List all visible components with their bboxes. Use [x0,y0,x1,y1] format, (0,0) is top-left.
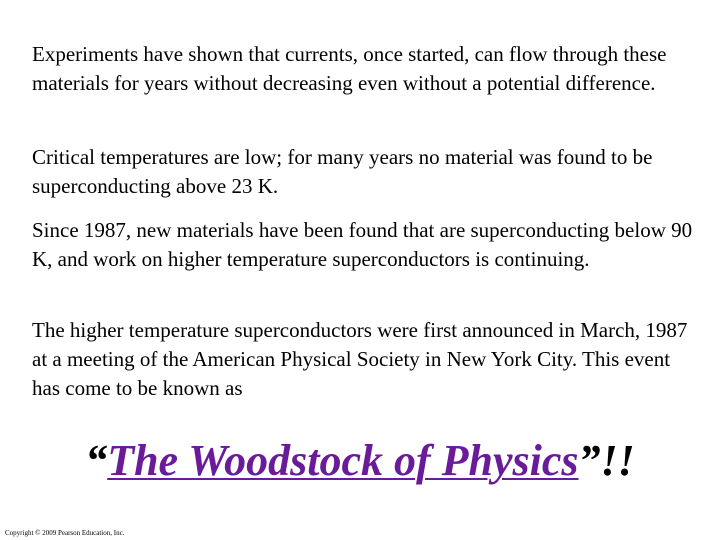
headline-open-quote: “ [85,436,108,485]
headline-closing: ”!! [578,436,635,485]
paragraph-announcement: The higher temperature superconductors were first announced in March, 1987 at a meeting of the American Physical Society in New York City. This event has come to be known as [32,318,688,400]
paragraph-new-materials: Since 1987, new materials have been found that are superconducting below 90 K, and work on higher temperature superconductors is continuing. [32,218,693,271]
paragraph-critical-temperatures: Critical temperatures are low; for many years no material was found to be superconducting above 23 K. [32,145,653,198]
paragraph-persistent-currents: Experiments have shown that currents, once started, can flow through these materials for years without decreasing even without a potential difference. [32,42,667,95]
copyright-notice: Copyright © 2009 Pearson Education, Inc. [5,529,125,537]
headline-underlined-text: The Woodstock of Physics [107,436,579,485]
headline-woodstock-of-physics [0,434,720,488]
